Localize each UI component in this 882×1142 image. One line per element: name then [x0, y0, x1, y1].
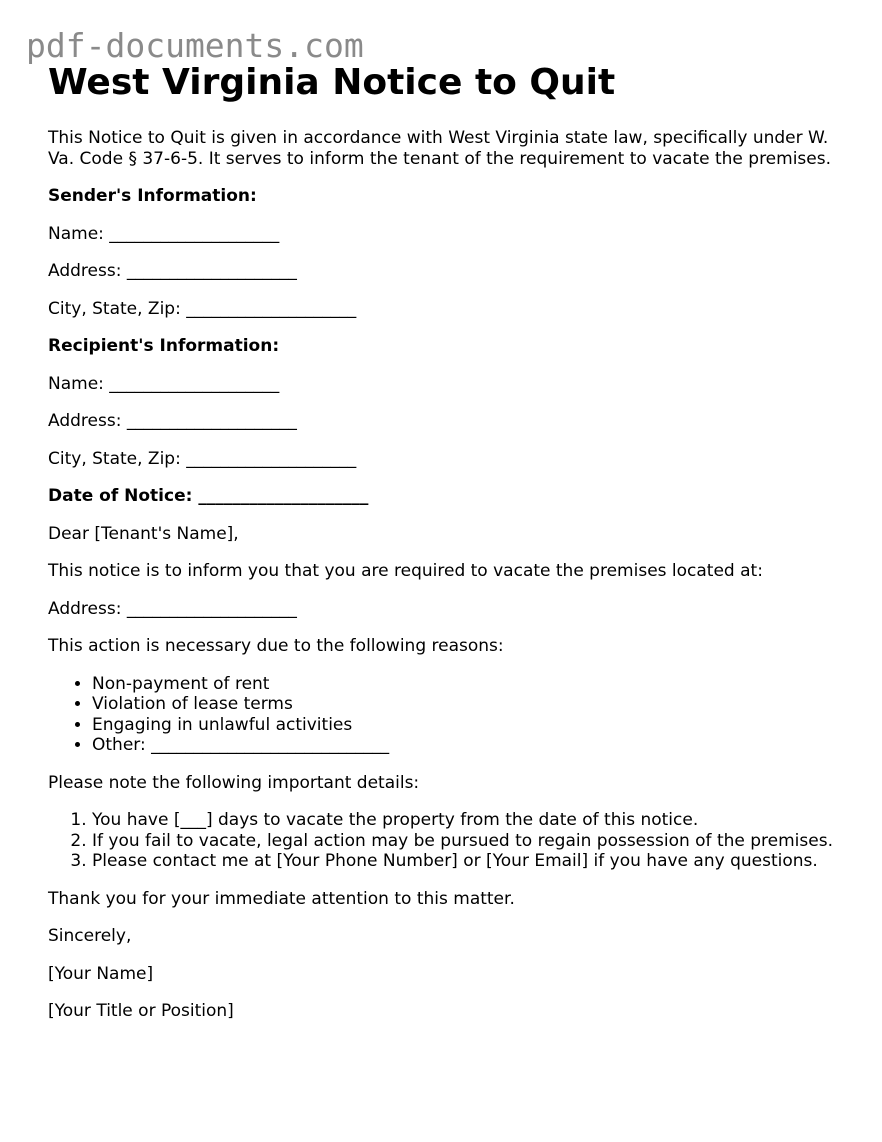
intro-paragraph: This Notice to Quit is given in accordance with West Virginia state law, specifically under W. Va. Code § 37-6-5. It serves to inform the tenant of the requirement to vacate the premises. — [48, 128, 832, 169]
recipient-heading: Recipient's Information: — [48, 336, 280, 356]
inform-paragraph: This notice is to inform you that you are required to vacate the premises located at: — [48, 561, 763, 581]
sender-address-field[interactable]: Address: ____________________ — [48, 261, 297, 281]
details-intro: Please note the following important details: — [48, 772, 420, 793]
document-body — [48, 60, 848, 1022]
list-item: 2. If you fail to vacate, legal action may be pursued to regain possession of the premises. — [92, 831, 848, 852]
recipient-name-field[interactable]: Name: ____________________ — [48, 373, 280, 394]
list-item: • Engaging in unlawful activities — [92, 715, 848, 736]
list-item: • Violation of lease terms — [92, 694, 848, 715]
reasons-intro: This action is necessary due to the following reasons: — [48, 636, 504, 656]
list-item[interactable]: • Other: ____________________________ — [92, 735, 848, 756]
salutation: Dear [Tenant's Name], — [48, 523, 239, 544]
reasons-list — [48, 674, 848, 756]
closing: Sincerely, — [48, 926, 132, 946]
sender-city-field[interactable]: City, State, Zip: ____________________ — [48, 298, 357, 319]
list-item: 3. Please contact me at [Your Phone Number] or [Your Email] if you have any questions. — [92, 851, 848, 872]
list-item: • Non-payment of rent — [92, 674, 848, 695]
signature-title: [Your Title or Position] — [48, 1001, 234, 1021]
watermark-text: pdf-documents.com — [26, 26, 364, 65]
details-list — [48, 810, 848, 872]
sender-heading: Sender's Information: — [48, 186, 257, 206]
premises-address-field[interactable]: Address: ____________________ — [48, 598, 297, 619]
signature-name: [Your Name] — [48, 963, 154, 984]
thanks-paragraph: Thank you for your immediate attention to this matter. — [48, 888, 515, 909]
sender-name-field[interactable]: Name: ____________________ — [48, 223, 280, 244]
date-of-notice-field[interactable]: Date of Notice: ____________________ — [48, 486, 369, 506]
recipient-city-field[interactable]: City, State, Zip: ____________________ — [48, 448, 357, 469]
list-item: 1. You have [___] days to vacate the property from the date of this notice. — [92, 810, 848, 831]
recipient-address-field[interactable]: Address: ____________________ — [48, 411, 297, 431]
document-title: West Virginia Notice to Quit — [48, 62, 616, 103]
